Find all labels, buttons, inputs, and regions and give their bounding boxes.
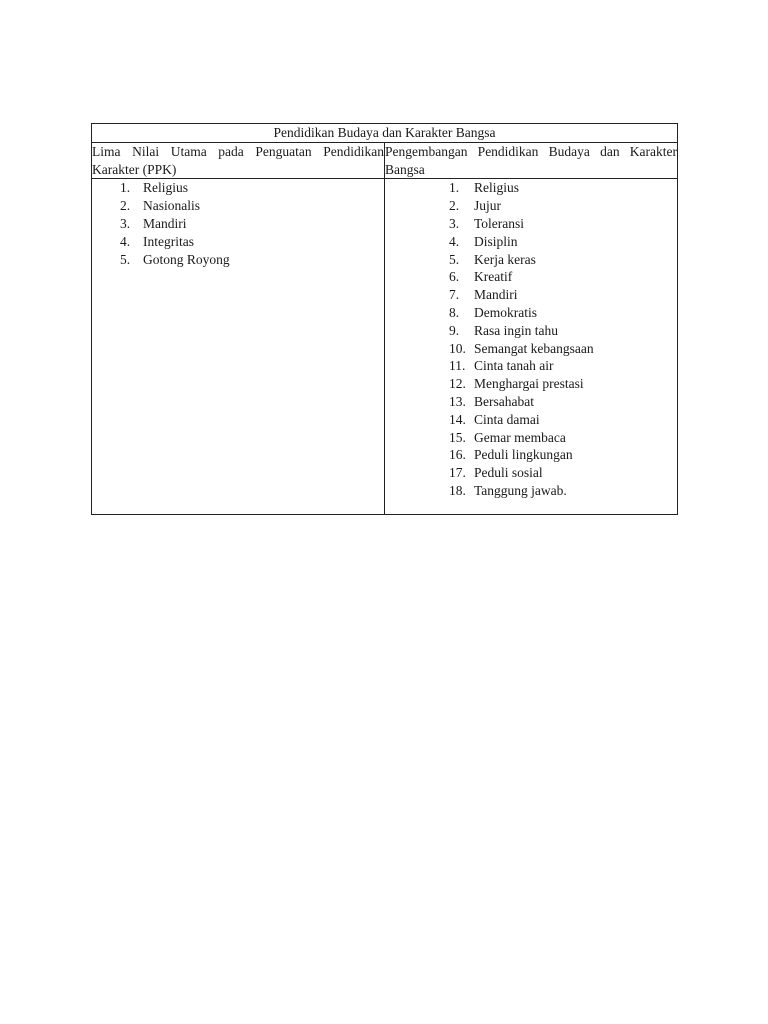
list-item	[92, 197, 384, 215]
list-item	[92, 215, 384, 233]
list-item-label: Menghargai prestasi	[474, 376, 584, 392]
list-item-label: Religius	[143, 180, 189, 196]
list-item	[385, 197, 677, 215]
list-item-number: 2.	[449, 198, 460, 214]
ppk-values-list	[92, 179, 384, 268]
left-list-cell	[92, 179, 385, 515]
list-item-number: 14.	[449, 411, 466, 427]
list-item-label: Toleransi	[474, 215, 525, 231]
list-item-label: Cinta tanah air	[474, 358, 554, 374]
list-item	[385, 375, 677, 393]
list-item-label: Tanggung jawab.	[474, 482, 567, 498]
list-item	[92, 251, 384, 269]
list-item-number: 4.	[449, 233, 460, 249]
list-item	[385, 429, 677, 447]
list-item-label: Cinta damai	[474, 411, 540, 427]
list-item	[385, 215, 677, 233]
list-item-label: Jujur	[474, 198, 501, 214]
list-item	[385, 286, 677, 304]
list-item-number: 17.	[449, 465, 466, 481]
list-item	[385, 251, 677, 269]
list-item-label: Peduli sosial	[474, 465, 543, 481]
list-item-number: 15.	[449, 429, 466, 445]
list-item-label: Kerja keras	[474, 251, 536, 267]
list-item-number: 7.	[449, 287, 460, 303]
list-item-number: 3.	[449, 215, 460, 231]
list-item-number: 18.	[449, 482, 466, 498]
list-item-label: Semangat kebangsaan	[474, 340, 594, 356]
list-item-label: Kreatif	[474, 269, 513, 285]
list-item-label: Gotong Royong	[143, 251, 230, 267]
list-item	[92, 179, 384, 197]
list-item-number: 5.	[120, 251, 131, 267]
list-item	[385, 233, 677, 251]
list-item	[385, 482, 677, 500]
list-item-number: 2.	[120, 198, 131, 214]
list-item-number: 6.	[449, 269, 460, 285]
list-item	[385, 446, 677, 464]
content-row	[92, 179, 678, 515]
list-item-label: Religius	[474, 180, 520, 196]
list-item	[385, 411, 677, 429]
list-item-label: Disiplin	[474, 233, 518, 249]
list-item	[385, 357, 677, 375]
list-item-label: Peduli lingkungan	[474, 447, 573, 463]
list-item-number: 11.	[449, 358, 466, 374]
list-item-label: Mandiri	[474, 287, 518, 303]
list-item-label: Integritas	[143, 233, 194, 249]
list-item-label: Nasionalis	[143, 198, 200, 214]
list-item-label: Rasa ingin tahu	[474, 322, 558, 338]
list-item-number: 1.	[120, 180, 131, 196]
right-column-header: Pengembangan Pendidikan Budaya dan Karakter Bangsa	[385, 142, 678, 179]
list-item-label: Demokratis	[474, 304, 537, 320]
list-item-number: 8.	[449, 304, 460, 320]
list-item-number: 13.	[449, 393, 466, 409]
character-values-list	[385, 179, 677, 499]
header-row	[92, 142, 678, 179]
list-item	[385, 304, 677, 322]
list-item-number: 4.	[120, 233, 131, 249]
list-item	[385, 268, 677, 286]
list-item-label: Bersahabat	[474, 393, 534, 409]
list-item	[385, 393, 677, 411]
list-item-number: 10.	[449, 340, 466, 356]
list-item	[385, 322, 677, 340]
values-table	[91, 123, 678, 515]
list-item-number: 12.	[449, 376, 466, 392]
table-title: Pendidikan Budaya dan Karakter Bangsa	[92, 124, 678, 143]
list-item	[385, 340, 677, 358]
list-item-number: 5.	[449, 251, 460, 267]
list-item-number: 9.	[449, 322, 460, 338]
list-item	[92, 233, 384, 251]
right-list-cell	[385, 179, 678, 515]
list-item-number: 16.	[449, 447, 466, 463]
title-row	[92, 124, 678, 143]
left-column-header: Lima Nilai Utama pada Penguatan Pendidikan Karakter (PPK)	[92, 142, 385, 179]
list-item-number: 3.	[120, 215, 131, 231]
list-item-label: Gemar membaca	[474, 429, 566, 445]
list-item	[385, 179, 677, 197]
list-item-label: Mandiri	[143, 215, 187, 231]
list-item	[385, 464, 677, 482]
list-item-number: 1.	[449, 180, 460, 196]
